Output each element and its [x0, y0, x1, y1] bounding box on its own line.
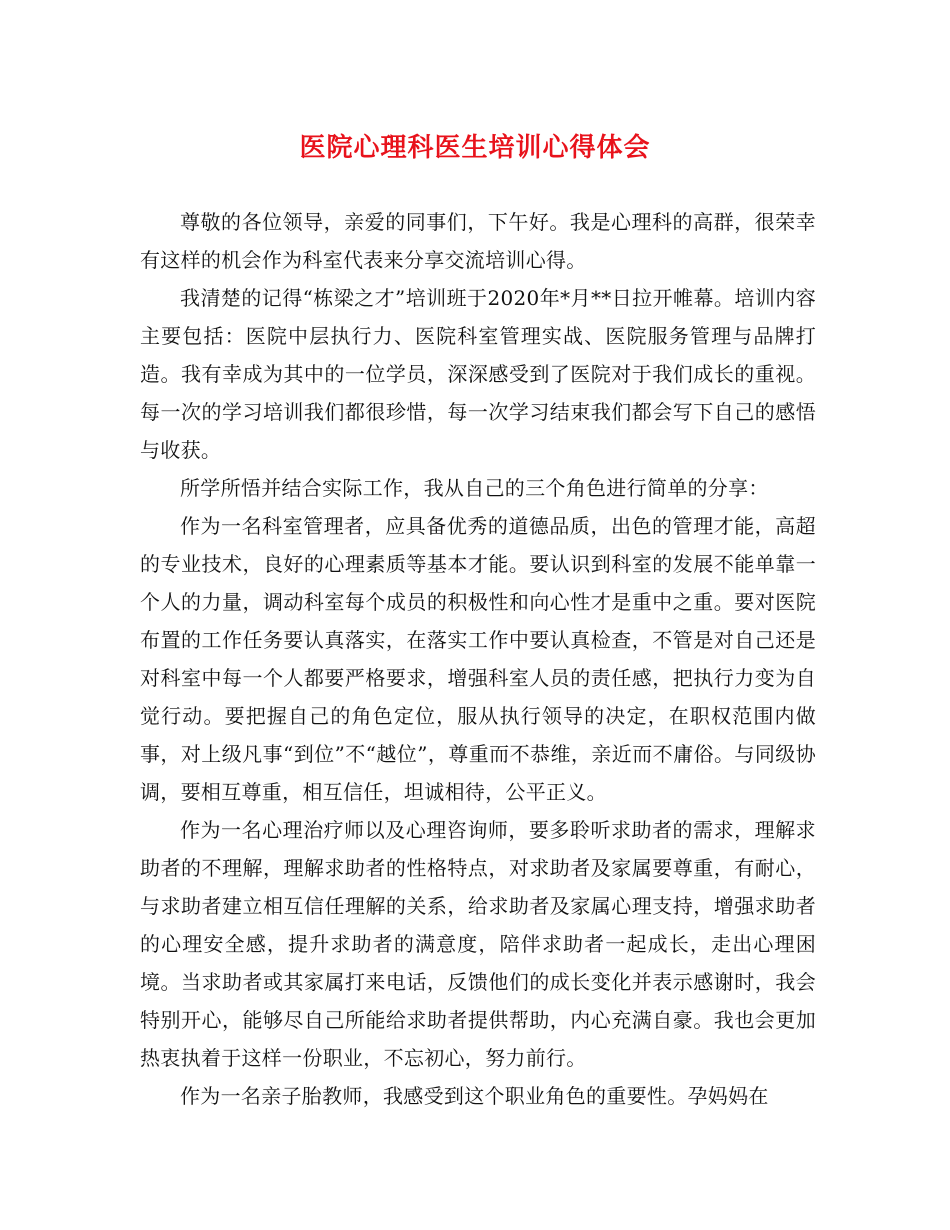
paragraph-manager-role: 作为一名科室管理者，应具备优秀的道德品质，出色的管理才能，高超的专业技术，良好的心理素质等基本才能。要认识到科室的发展不能单靠一个人的力量，调动科室每个成员的积极性和向心性才是重中之重。要对医院布置的工作任务要认真落实，在落实工作中要认真检查，不管是对自己还是对科室中每一个人都要严格要求，增强科室人员的责任感，把执行力变为自觉行动。要把握自己的角色定位，服从执行领导的决定，在职权范围内做事，对上级凡事“到位”不“越位”，尊重而不恭维，亲近而不庸俗。与同级协调，要相互尊重，相互信任，坦诚相待，公平正义。 — [140, 514, 816, 804]
paragraph-greeting: 尊敬的各位领导，亲爱的同事们，下午好。我是心理科的高群，很荣幸有这样的机会作为科室代表来分享交流培训心得。 — [140, 210, 816, 272]
document-title: 医院心理科医生培训心得体会 — [299, 133, 651, 163]
document-body — [140, 203, 816, 1115]
paragraph-prenatal-teacher-role: 作为一名亲子胎教师，我感受到这个职业角色的重要性。孕妈妈在 — [180, 1084, 769, 1108]
paragraph-therapist-role: 作为一名心理治疗师以及心理咨询师，要多聆听求助者的需求，理解求助者的不理解，理解求助者的性格特点，对求助者及家属要尊重，有耐心，与求助者建立相互信任理解的关系，给求助者及家属心理支持，增强求助者的心理安全感，提升求助者的满意度，陪伴求助者一起成长，走出心理困境。当求助者或其家属打来电话，反馈他们的成长变化并表示感谢时，我会特别开心，能够尽自己所能给求助者提供帮助，内心充满自豪。我也会更加热衷执着于这样一份职业，不忘初心，努力前行。 — [140, 818, 816, 1070]
paragraph-sharing-intro: 所学所悟并结合实际工作，我从自己的三个角色进行简单的分享： — [180, 476, 769, 500]
paragraph-training-intro: 我清楚的记得“栋梁之才”培训班于2020年*月**日拉开帷幕。培训内容主要包括：医院中层执行力、医院科室管理实战、医院服务管理与品牌打造。我有幸成为其中的一位学员，深深感受到了医院对于我们成长的重视。每一次的学习培训我们都很珍惜，每一次学习结束我们都会写下自己的感悟与收获。 — [140, 286, 816, 462]
